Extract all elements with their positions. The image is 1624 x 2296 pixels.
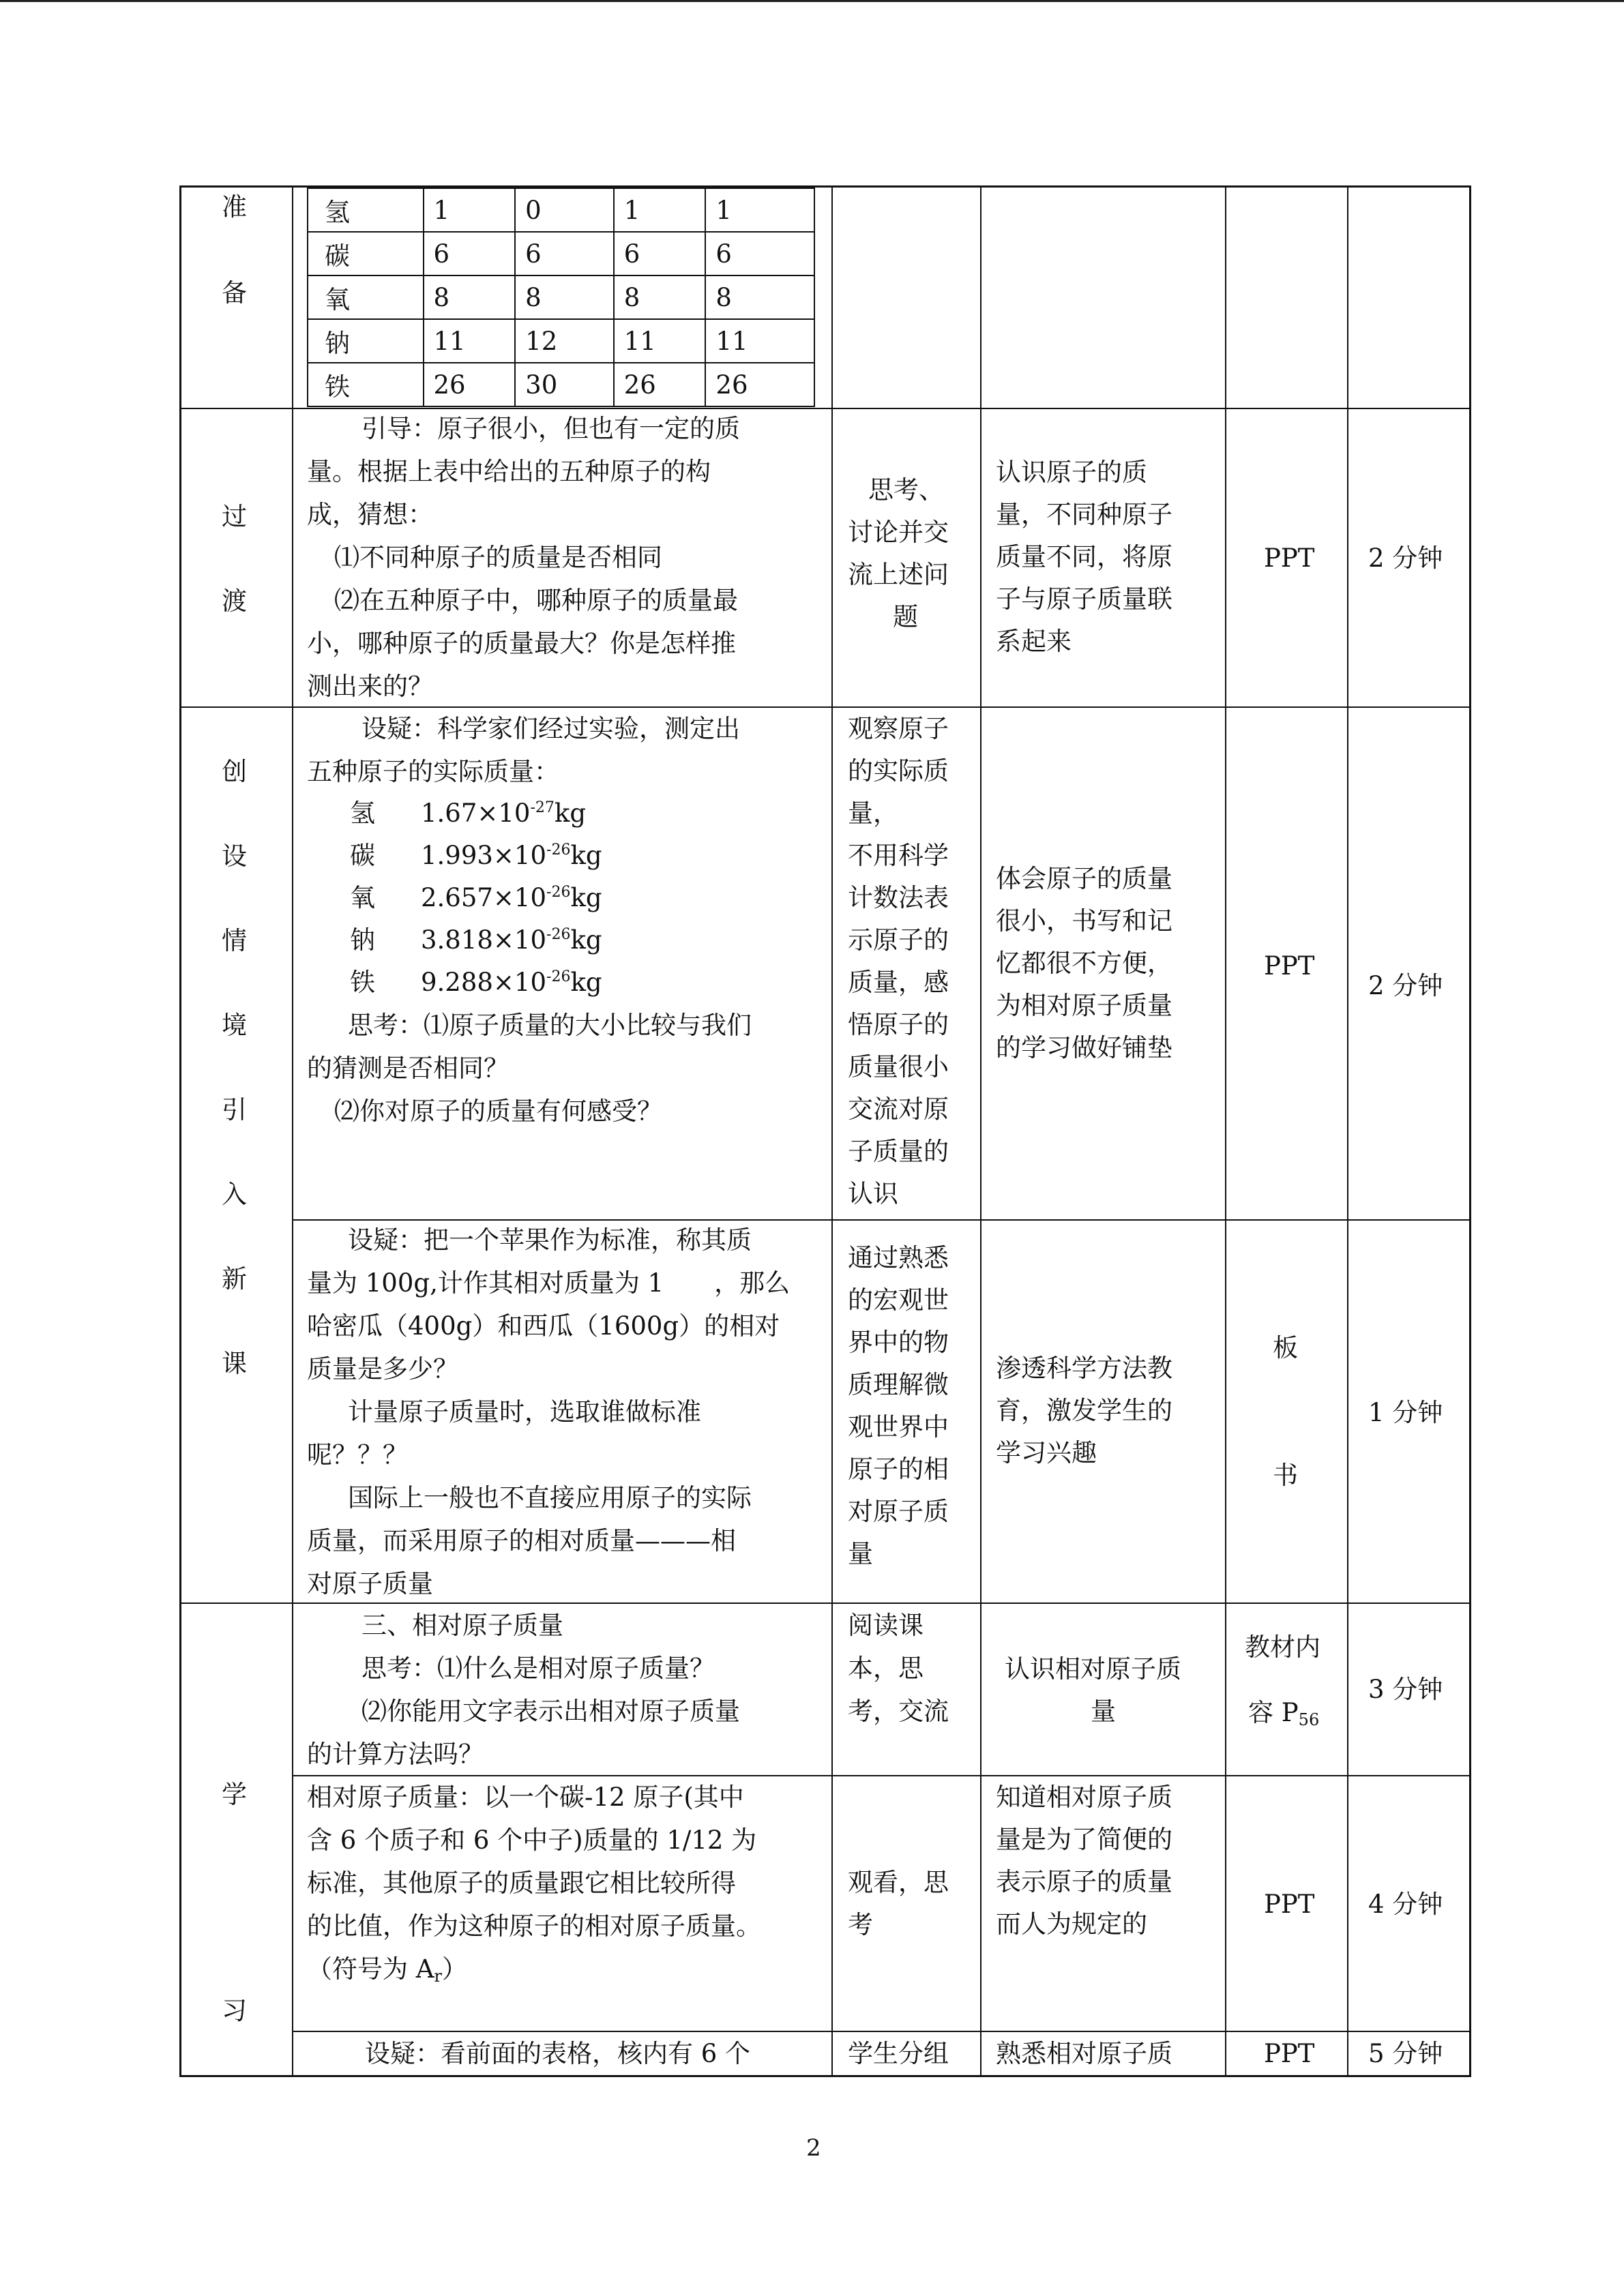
mass-value — [421, 843, 602, 868]
content-line: ⑵你能用文字表示出相对原子质量 — [361, 1697, 740, 1726]
intent-line: 表示原子的质量 — [996, 1867, 1172, 1896]
content-line: 三、相对原子质量 — [361, 1611, 563, 1640]
mass-coefficient: 1.67×10 — [421, 799, 531, 828]
top-border-line — [0, 0, 1624, 2]
mass-value — [421, 801, 586, 826]
intent-line: 为相对原子质量 — [996, 991, 1172, 1020]
time-cell: 1 分钟 — [1368, 1398, 1443, 1427]
atom-value-cell: 11 — [424, 319, 516, 363]
atom-value-cell: 8 — [614, 275, 706, 319]
content-line: 的比值，作为这种原子的相对原子质量。 — [307, 1911, 761, 1941]
stage-char: 情 — [222, 926, 247, 955]
student-line: 计数法表 — [848, 883, 949, 912]
mass-coefficient: 9.288×10 — [421, 968, 547, 997]
mass-exponent: -26 — [546, 841, 571, 859]
student-line: 示原子的 — [848, 925, 949, 955]
content-line: ⑵在五种原子中，哪种原子的质量最 — [334, 586, 738, 615]
student-line: 的宏观世 — [848, 1285, 949, 1315]
atom-value-cell: 8 — [705, 275, 814, 319]
stage-char: 学 — [222, 1780, 247, 1809]
content-line: 质量，而采用原子的相对质量———相 — [307, 1526, 736, 1555]
mass-element: 钠 — [350, 925, 375, 955]
intent-line: 渗透科学方法教 — [996, 1354, 1172, 1383]
media-cell — [1248, 1698, 1320, 1729]
atom-name-cell: 铁 — [308, 363, 424, 406]
student-line: 本，思 — [848, 1654, 924, 1683]
content-line: 的猜测是否相同？ — [307, 1054, 509, 1083]
content-line: 的计算方法吗？ — [307, 1740, 484, 1769]
atom-name-cell: 氢 — [308, 188, 424, 232]
atom-name-cell: 碳 — [308, 232, 424, 275]
media-cell: 教材内 — [1245, 1632, 1320, 1662]
intent-line: 认识相对原子质 — [1005, 1654, 1181, 1684]
stage-char: 设 — [222, 841, 247, 871]
atom-table-row — [308, 319, 814, 363]
student-line: 认识 — [848, 1179, 898, 1208]
stage-char: 渡 — [222, 586, 247, 616]
mass-unit: kg — [570, 841, 602, 870]
stage-char: 境 — [222, 1011, 247, 1040]
atom-value-cell: 11 — [614, 319, 706, 363]
intent-line: 子与原子质量联 — [996, 584, 1172, 614]
content-line: 设疑：把一个苹果作为标准，称其质 — [348, 1225, 752, 1255]
mass-value — [421, 970, 602, 995]
time-cell: 2 分钟 — [1368, 971, 1443, 1000]
atom-name-cell: 氧 — [308, 275, 424, 319]
content-line: 含 6 个质子和 6 个中子)质量的 1/12 为 — [307, 1825, 757, 1855]
mass-exponent: -26 — [546, 884, 571, 901]
content-line — [307, 1954, 467, 1986]
mass-coefficient: 1.993×10 — [421, 841, 547, 870]
stage-char: 入 — [222, 1180, 247, 1209]
atom-value-cell: 6 — [515, 232, 614, 275]
mass-value — [421, 885, 602, 910]
student-line: 考，交流 — [848, 1697, 949, 1726]
intent-line: 量，不同种原子 — [996, 500, 1172, 529]
atom-value-cell: 26 — [614, 363, 706, 406]
student-line: 质理解微 — [848, 1370, 949, 1399]
content-line: 成，猜想： — [307, 500, 433, 529]
atom-value-cell: 0 — [515, 188, 614, 232]
time-cell: 5 分钟 — [1368, 2039, 1443, 2068]
atom-value-cell: 8 — [515, 275, 614, 319]
stage-char: 创 — [222, 757, 247, 786]
textbook-page-prefix: 容 P — [1248, 1698, 1299, 1727]
stage-char: 习 — [222, 1996, 247, 2025]
atom-value-cell: 6 — [424, 232, 516, 275]
student-line: 对原子质 — [848, 1497, 949, 1526]
content-line: 质量是多少？ — [307, 1354, 458, 1384]
student-line: 流上述问 — [848, 560, 949, 589]
student-line: 子质量的 — [848, 1137, 949, 1166]
mass-exponent: -26 — [546, 926, 571, 943]
media-cell: PPT — [1264, 2039, 1315, 2068]
content-line: 哈密瓜（400g）和西瓜（1600g）的相对 — [307, 1311, 780, 1341]
content-line: 对原子质量 — [307, 1569, 433, 1598]
atom-table-row — [308, 363, 814, 406]
intent-line: 育，激发学生的 — [996, 1396, 1172, 1425]
atom-value-cell: 26 — [705, 363, 814, 406]
student-line: 质量很小 — [848, 1052, 949, 1082]
stage-char: 新 — [222, 1264, 247, 1294]
atom-value-cell: 8 — [424, 275, 516, 319]
media-cell: 板 — [1273, 1333, 1298, 1362]
content-line: ⑵你对原子的质量有何感受？ — [334, 1097, 662, 1126]
symbol-text: （符号为 A — [307, 1954, 434, 1984]
student-line: 量， — [848, 799, 898, 828]
atom-name-cell: 钠 — [308, 319, 424, 363]
intent-line: 很小，书写和记 — [996, 906, 1172, 936]
stage-char: 准 — [222, 192, 247, 222]
atom-value-cell: 30 — [515, 363, 614, 406]
content-line: 标准，其他原子的质量跟它相比较所得 — [307, 1868, 736, 1898]
content-line: ⑴不同种原子的质量是否相同 — [334, 543, 662, 572]
intent-line: 熟悉相对原子质 — [996, 2039, 1172, 2068]
content-line: 相对原子质量：以一个碳-12 原子(其中 — [307, 1783, 744, 1812]
media-cell: PPT — [1264, 951, 1315, 981]
atom-value-cell: 1 — [614, 188, 706, 232]
content-line: 国际上一般也不直接应用原子的实际 — [348, 1483, 752, 1512]
content-line: 设疑：看前面的表格，核内有 6 个 — [365, 2039, 751, 2068]
intent-line: 学习兴趣 — [996, 1438, 1097, 1467]
mass-value — [421, 927, 602, 953]
content-line: 思考：⑴什么是相对原子质量？ — [361, 1654, 715, 1683]
atom-value-cell: 11 — [705, 319, 814, 363]
atom-table-row — [308, 188, 814, 232]
student-line: 思考、 — [868, 475, 944, 505]
stage-char: 过 — [222, 502, 247, 531]
mass-element: 碳 — [350, 841, 375, 870]
media-cell: PPT — [1264, 543, 1315, 573]
student-line: 的实际质 — [848, 756, 949, 786]
mass-unit: kg — [570, 968, 602, 997]
content-line: 引导：原子很小，但也有一定的质 — [361, 414, 740, 443]
student-line: 原子的相 — [848, 1455, 949, 1484]
mass-unit: kg — [570, 883, 602, 912]
mass-coefficient: 2.657×10 — [421, 883, 547, 912]
content-line: 量为 100g,计作其相对质量为 1 ，那么 — [307, 1268, 791, 1298]
intent-line: 量是为了简便的 — [996, 1825, 1172, 1854]
student-line: 质量，感 — [848, 968, 949, 997]
student-line: 交流对原 — [848, 1094, 949, 1124]
content-line: 呢？？？ — [307, 1440, 408, 1470]
content-line: 计量原子质量时，选取谁做标准 — [348, 1397, 701, 1427]
student-line: 阅读课 — [848, 1611, 924, 1640]
stage-char: 备 — [222, 278, 247, 308]
student-line: 观看，思 — [848, 1868, 949, 1897]
student-line: 界中的物 — [848, 1328, 949, 1357]
time-cell: 2 分钟 — [1368, 543, 1443, 573]
intent-line: 体会原子的质量 — [996, 864, 1172, 893]
intent-line: 量 — [1091, 1697, 1116, 1726]
content-line: 小，哪种原子的质量最大？你是怎样推 — [307, 629, 736, 658]
student-line: 悟原子的 — [848, 1010, 949, 1039]
student-line: 通过熟悉 — [848, 1243, 949, 1272]
student-line: 观察原子 — [848, 714, 949, 743]
intent-line: 而人为规定的 — [996, 1909, 1147, 1939]
content-line: 设疑：科学家们经过实验，测定出 — [361, 714, 740, 743]
intent-line: 认识原子的质 — [996, 458, 1147, 487]
time-cell: 4 分钟 — [1368, 1890, 1443, 1919]
textbook-page-number: 56 — [1298, 1710, 1320, 1729]
content-line: 思考：⑴原子质量的大小比较与我们 — [348, 1011, 752, 1040]
stage-char: 课 — [222, 1349, 247, 1378]
media-cell: 书 — [1273, 1461, 1298, 1490]
student-line: 不用科学 — [848, 841, 949, 870]
student-line: 考 — [848, 1910, 873, 1939]
atom-composition-table — [307, 188, 815, 407]
mass-unit: kg — [570, 925, 602, 955]
student-line: 题 — [893, 602, 918, 631]
atom-table-row — [308, 232, 814, 275]
intent-line: 知道相对原子质 — [996, 1783, 1172, 1812]
content-line: 量。根据上表中给出的五种原子的构 — [307, 457, 711, 486]
student-line: 学生分组 — [848, 2039, 949, 2068]
student-line: 量 — [848, 1539, 873, 1568]
atom-value-cell: 1 — [424, 188, 516, 232]
atom-table-row — [308, 275, 814, 319]
intent-line: 系起来 — [996, 627, 1072, 656]
atom-value-cell: 12 — [515, 319, 614, 363]
mass-unit: kg — [554, 799, 587, 828]
symbol-subscript: r — [434, 1967, 442, 1986]
intent-line: 的学习做好铺垫 — [996, 1033, 1172, 1062]
mass-exponent: -27 — [530, 799, 555, 816]
atom-value-cell: 26 — [424, 363, 516, 406]
atom-value-cell: 6 — [614, 232, 706, 275]
student-line: 观世界中 — [848, 1412, 949, 1442]
student-line: 讨论并交 — [848, 518, 949, 547]
media-cell: PPT — [1264, 1890, 1315, 1919]
mass-element: 铁 — [350, 968, 375, 997]
time-cell: 3 分钟 — [1368, 1675, 1443, 1704]
mass-exponent: -26 — [546, 968, 571, 985]
mass-element: 氢 — [350, 799, 375, 828]
symbol-close: ） — [441, 1954, 467, 1984]
content-line: 五种原子的实际质量： — [307, 757, 559, 786]
stage-char: 引 — [222, 1095, 247, 1124]
intent-line: 忆都很不方便， — [996, 949, 1172, 978]
intent-line: 质量不同，将原 — [996, 542, 1172, 571]
mass-coefficient: 3.818×10 — [421, 925, 547, 955]
atom-value-cell: 6 — [705, 232, 814, 275]
mass-element: 氧 — [350, 883, 375, 912]
atom-value-cell: 1 — [705, 188, 814, 232]
page-number: 2 — [806, 2134, 821, 2162]
content-line: 测出来的？ — [307, 672, 433, 701]
